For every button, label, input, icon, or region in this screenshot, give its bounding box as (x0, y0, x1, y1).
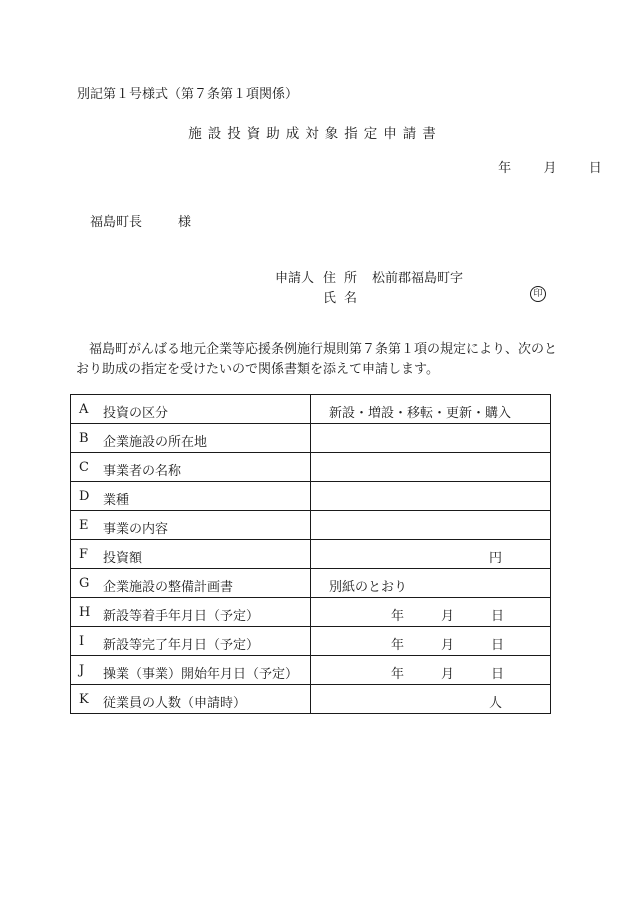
business-name-field[interactable] (311, 453, 551, 482)
date-day-label: 日 (588, 161, 602, 176)
table-row (71, 569, 551, 598)
item-letter: E (79, 518, 89, 533)
start-date-field[interactable] (311, 598, 551, 627)
item-label: 事業の内容 (103, 522, 169, 537)
addressee-name: 福島町長 (90, 215, 143, 230)
business-description-field[interactable] (311, 511, 551, 540)
item-label-cell (71, 569, 311, 598)
item-label: 従業員の人数（申請時） (103, 696, 247, 711)
item-label-cell (71, 656, 311, 685)
addressee-honorific: 様 (178, 215, 192, 230)
application-items-table (70, 394, 551, 714)
table-row (71, 424, 551, 453)
month-label: 月 (441, 609, 455, 624)
item-label-cell (71, 482, 311, 511)
item-letter: H (79, 605, 91, 620)
item-label-cell (71, 511, 311, 540)
addressee (90, 211, 191, 230)
person-unit: 人 (489, 696, 503, 711)
year-label: 年 (391, 638, 405, 653)
facility-location-field[interactable] (311, 424, 551, 453)
table-row (71, 656, 551, 685)
document-title: 施設投資助成対象指定申請書 (188, 126, 442, 142)
application-date (470, 157, 602, 176)
item-value-cell[interactable] (311, 395, 551, 424)
completion-date-field[interactable] (311, 627, 551, 656)
table-row (71, 627, 551, 656)
item-label-cell (71, 598, 311, 627)
item-label: 投資額 (103, 551, 143, 566)
item-letter: I (79, 634, 85, 649)
table-row (71, 598, 551, 627)
item-label-cell (71, 395, 311, 424)
applicant-name-label: 氏名 (323, 291, 366, 306)
item-label-cell (71, 540, 311, 569)
yen-unit: 円 (489, 551, 503, 566)
investment-amount-field[interactable] (311, 540, 551, 569)
development-plan-field[interactable] (311, 569, 551, 598)
item-label: 事業者の名称 (103, 464, 182, 479)
item-letter: K (79, 692, 89, 707)
employee-count-field[interactable] (311, 685, 551, 714)
day-label: 日 (491, 609, 505, 624)
applicant-address-value: 松前郡福島町字 (372, 271, 464, 286)
year-label: 年 (391, 667, 405, 682)
item-label-cell (71, 424, 311, 453)
date-year-label: 年 (498, 161, 512, 176)
item-letter: J (79, 663, 85, 678)
table-row (71, 453, 551, 482)
item-letter: F (79, 547, 89, 562)
seal-mark: 印 (530, 286, 546, 302)
item-label-cell (71, 453, 311, 482)
item-label: 新設等着手年月日（予定） (103, 609, 260, 624)
month-label: 月 (441, 638, 455, 653)
industry-field[interactable] (311, 482, 551, 511)
year-label: 年 (391, 609, 405, 624)
item-label: 企業施設の所在地 (103, 435, 208, 450)
item-label: 業種 (103, 493, 130, 508)
item-letter: A (79, 402, 89, 417)
item-value: 別紙のとおり (329, 580, 408, 595)
item-letter: B (79, 431, 89, 446)
table-row (71, 685, 551, 714)
day-label: 日 (491, 638, 505, 653)
date-month-label: 月 (543, 161, 557, 176)
item-label: 新設等完了年月日（予定） (103, 638, 260, 653)
table-row (71, 540, 551, 569)
item-letter: D (79, 489, 90, 504)
table-row (71, 511, 551, 540)
item-label-cell (71, 685, 311, 714)
month-label: 月 (441, 667, 455, 682)
investment-category-options: 新設・増設・移転・更新・購入 (329, 406, 512, 421)
item-letter: C (79, 460, 89, 475)
item-label: 操業（事業）開始年月日（予定） (103, 667, 299, 682)
item-letter: G (79, 576, 90, 591)
item-label: 投資の区分 (103, 406, 169, 421)
day-label: 日 (491, 667, 505, 682)
form-number: 別記第１号様式（第７条第１項関係） (77, 87, 299, 102)
item-label: 企業施設の整備計画書 (103, 580, 234, 595)
application-statement: 福島町がんばる地元企業等応援条例施行規則第７条第１項の規定により、次のとおり助成の指定を受けたいので関係書類を添えて申請します。 (76, 342, 558, 377)
item-label-cell (71, 627, 311, 656)
operation-start-date-field[interactable] (311, 656, 551, 685)
table-row (71, 482, 551, 511)
applicant-label: 申請人 (275, 271, 315, 286)
applicant-address-label: 住所 (323, 271, 366, 286)
table-row (71, 395, 551, 424)
